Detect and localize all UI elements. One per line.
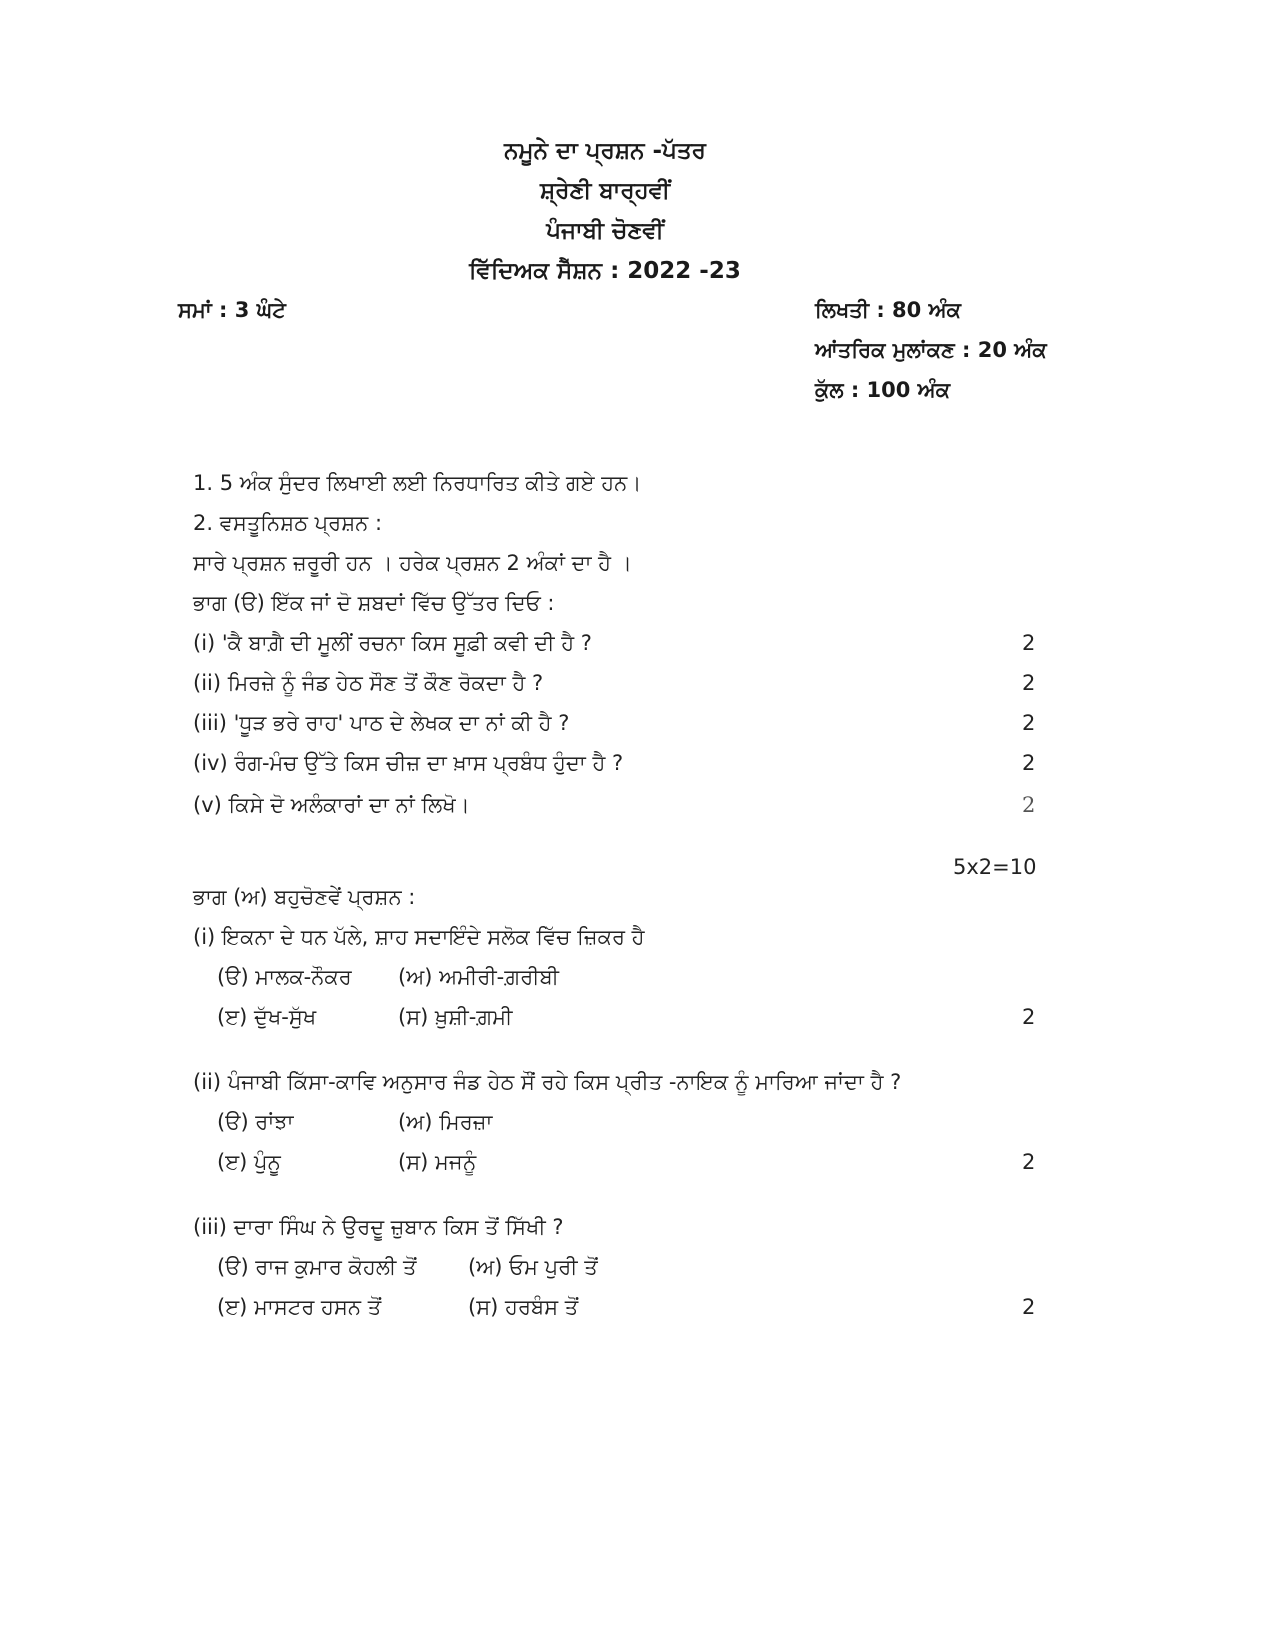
mcq-question: (iii) ਦਾਰਾ ਸਿੰਘ ਨੇ ਉਰਦੂ ਜ਼ੁਬਾਨ ਕਿਸ ਤੋਂ ਸਿੱਖੀ ? [193,1215,564,1239]
mcq-option: (ਅ) ਓਮ ਪੁਰੀ ਤੋਂ [468,1255,598,1279]
mcq-option: (ਅ) ਮਿਰਜ਼ਾ [398,1110,493,1134]
session-title: ਵਿੱਦਿਅਕ ਸੈੱਸ਼ਨ : 2022 -23 [469,258,741,284]
part-a-heading: ਭਾਗ (ੳ) ਇੱਕ ਜਾਂ ਦੋ ਸ਼ਬਦਾਂ ਵਿੱਚ ਉੱਤਰ ਦਿਓ : [193,591,555,615]
instruction-objective: 2. ਵਸਤੂਨਿਸ਼ਠ ਪ੍ਰਸ਼ਨ : [193,511,383,535]
question-marks: 2 [1022,1005,1036,1029]
question-marks: 2 [1022,751,1036,775]
question-marks: 2 [1022,631,1036,655]
instruction-note: ਸਾਰੇ ਪ੍ਰਸ਼ਨ ਜ਼ਰੂਰੀ ਹਨ । ਹਰੇਕ ਪ੍ਰਸ਼ਨ 2 ਅੰਕਾਂ ਦਾ ਹੈ । [193,551,632,575]
mcq-option: (ੳ) ਰਾਜ ਕੁਮਾਰ ਕੋਹਲੀ ਤੋਂ [217,1255,417,1279]
question-marks: 2 [1022,711,1036,735]
class-title: ਸ਼੍ਰੇਣੀ ਬਾਰ੍ਹਵੀਂ [539,178,671,204]
mcq-question: (ii) ਪੰਜਾਬੀ ਕਿੱਸਾ-ਕਾਵਿ ਅਨੁਸਾਰ ਜੰਡ ਹੇਠ ਸੌਂ ਰਹੇ ਕਿਸ ਪ੍ਰੀਤ -ਨਾਇਕ ਨੂੰ ਮਾਰਿਆ ਜਾਂਦਾ ਹੈ ? [193,1070,902,1094]
mcq-option: (ੳ) ਰਾਂਝਾ [217,1110,294,1134]
mcq-option: (ੲ) ਮਾਸਟਰ ਹਸਨ ਤੋਂ [217,1295,382,1319]
total-marks: ਕੁੱਲ : 100 ਅੰਕ [815,378,951,402]
subject-title: ਪੰਜਾਬੀ ਚੋਣਵੀਂ [546,218,664,244]
part-a-question: (i) 'ਕੈ ਬਾਗ਼ੈ ਦੀ ਮੂਲੀਂ ਰਚਨਾ ਕਿਸ ਸੂਫ਼ੀ ਕਵੀ ਦੀ ਹੈ ? [193,631,592,655]
mcq-option: (ਅ) ਅਮੀਰੀ-ਗ਼ਰੀਬੀ [398,965,560,989]
mcq-option: (ਸ) ਖ਼ੁਸ਼ੀ-ਗ਼ਮੀ [398,1005,513,1029]
mcq-option: (ੲ) ਦੁੱਖ-ਸੁੱਖ [217,1005,317,1029]
instruction-handwriting: 1. 5 ਅੰਕ ਸੁੰਦਰ ਲਿਖਾਈ ਲਈ ਨਿਰਧਾਰਿਤ ਕੀਤੇ ਗਏ ਹਨ। [193,471,642,495]
part-a-question: (iv) ਰੰਗ-ਮੰਚ ਉੱਤੇ ਕਿਸ ਚੀਜ਼ ਦਾ ਖ਼ਾਸ ਪ੍ਰਬੰਧ ਹੁੰਦਾ ਹੈ ? [193,751,624,775]
mcq-option: (ਸ) ਹਰਬੰਸ ਤੋਂ [468,1295,579,1319]
question-marks: 2 [1022,793,1036,817]
question-marks: 2 [1022,671,1036,695]
mcq-option: (ੳ) ਮਾਲਕ-ਨੌਕਰ [217,965,352,989]
part-a-total: 5x2=10 [953,855,1037,879]
paper-title: ਨਮੂਨੇ ਦਾ ਪ੍ਰਸ਼ਨ -ਪੱਤਰ [504,138,706,164]
part-b-heading: ਭਾਗ (ਅ) ਬਹੁਚੋਣਵੇਂ ਪ੍ਰਸ਼ਨ : [193,885,416,909]
time-allowed: ਸਮਾਂ : 3 ਘੰਟੇ [178,298,286,322]
part-a-question: (ii) ਮਿਰਜ਼ੇ ਨੂੰ ਜੰਡ ਹੇਠ ਸੌਣ ਤੋਂ ਕੌਣ ਰੋਕਦਾ ਹੈ ? [193,671,544,695]
mcq-option: (ਸ) ਮਜਨੂੰ [398,1150,477,1174]
question-marks: 2 [1022,1150,1036,1174]
part-a-question: (v) ਕਿਸੇ ਦੋ ਅਲੰਕਾਰਾਂ ਦਾ ਨਾਂ ਲਿਖੋ। [193,793,470,817]
mcq-question: (i) ਇਕਨਾ ਦੇ ਧਨ ਪੱਲੇ, ਸ਼ਾਹ ਸਦਾਇੰਦੇ ਸਲੋਕ ਵਿੱਚ ਜ਼ਿਕਰ ਹੈ [193,925,645,949]
mcq-option: (ੲ) ਪੁੰਨੂ [217,1150,281,1174]
part-a-question: (iii) 'ਧੂੜ ਭਰੇ ਰਾਹ' ਪਾਠ ਦੇ ਲੇਖਕ ਦਾ ਨਾਂ ਕੀ ਹੈ ? [193,711,570,735]
written-marks: ਲਿਖਤੀ : 80 ਅੰਕ [815,298,961,322]
internal-assessment-marks: ਆਂਤਰਿਕ ਮੁਲਾਂਕਣ : 20 ਅੰਕ [815,338,1047,362]
question-marks: 2 [1022,1295,1036,1319]
